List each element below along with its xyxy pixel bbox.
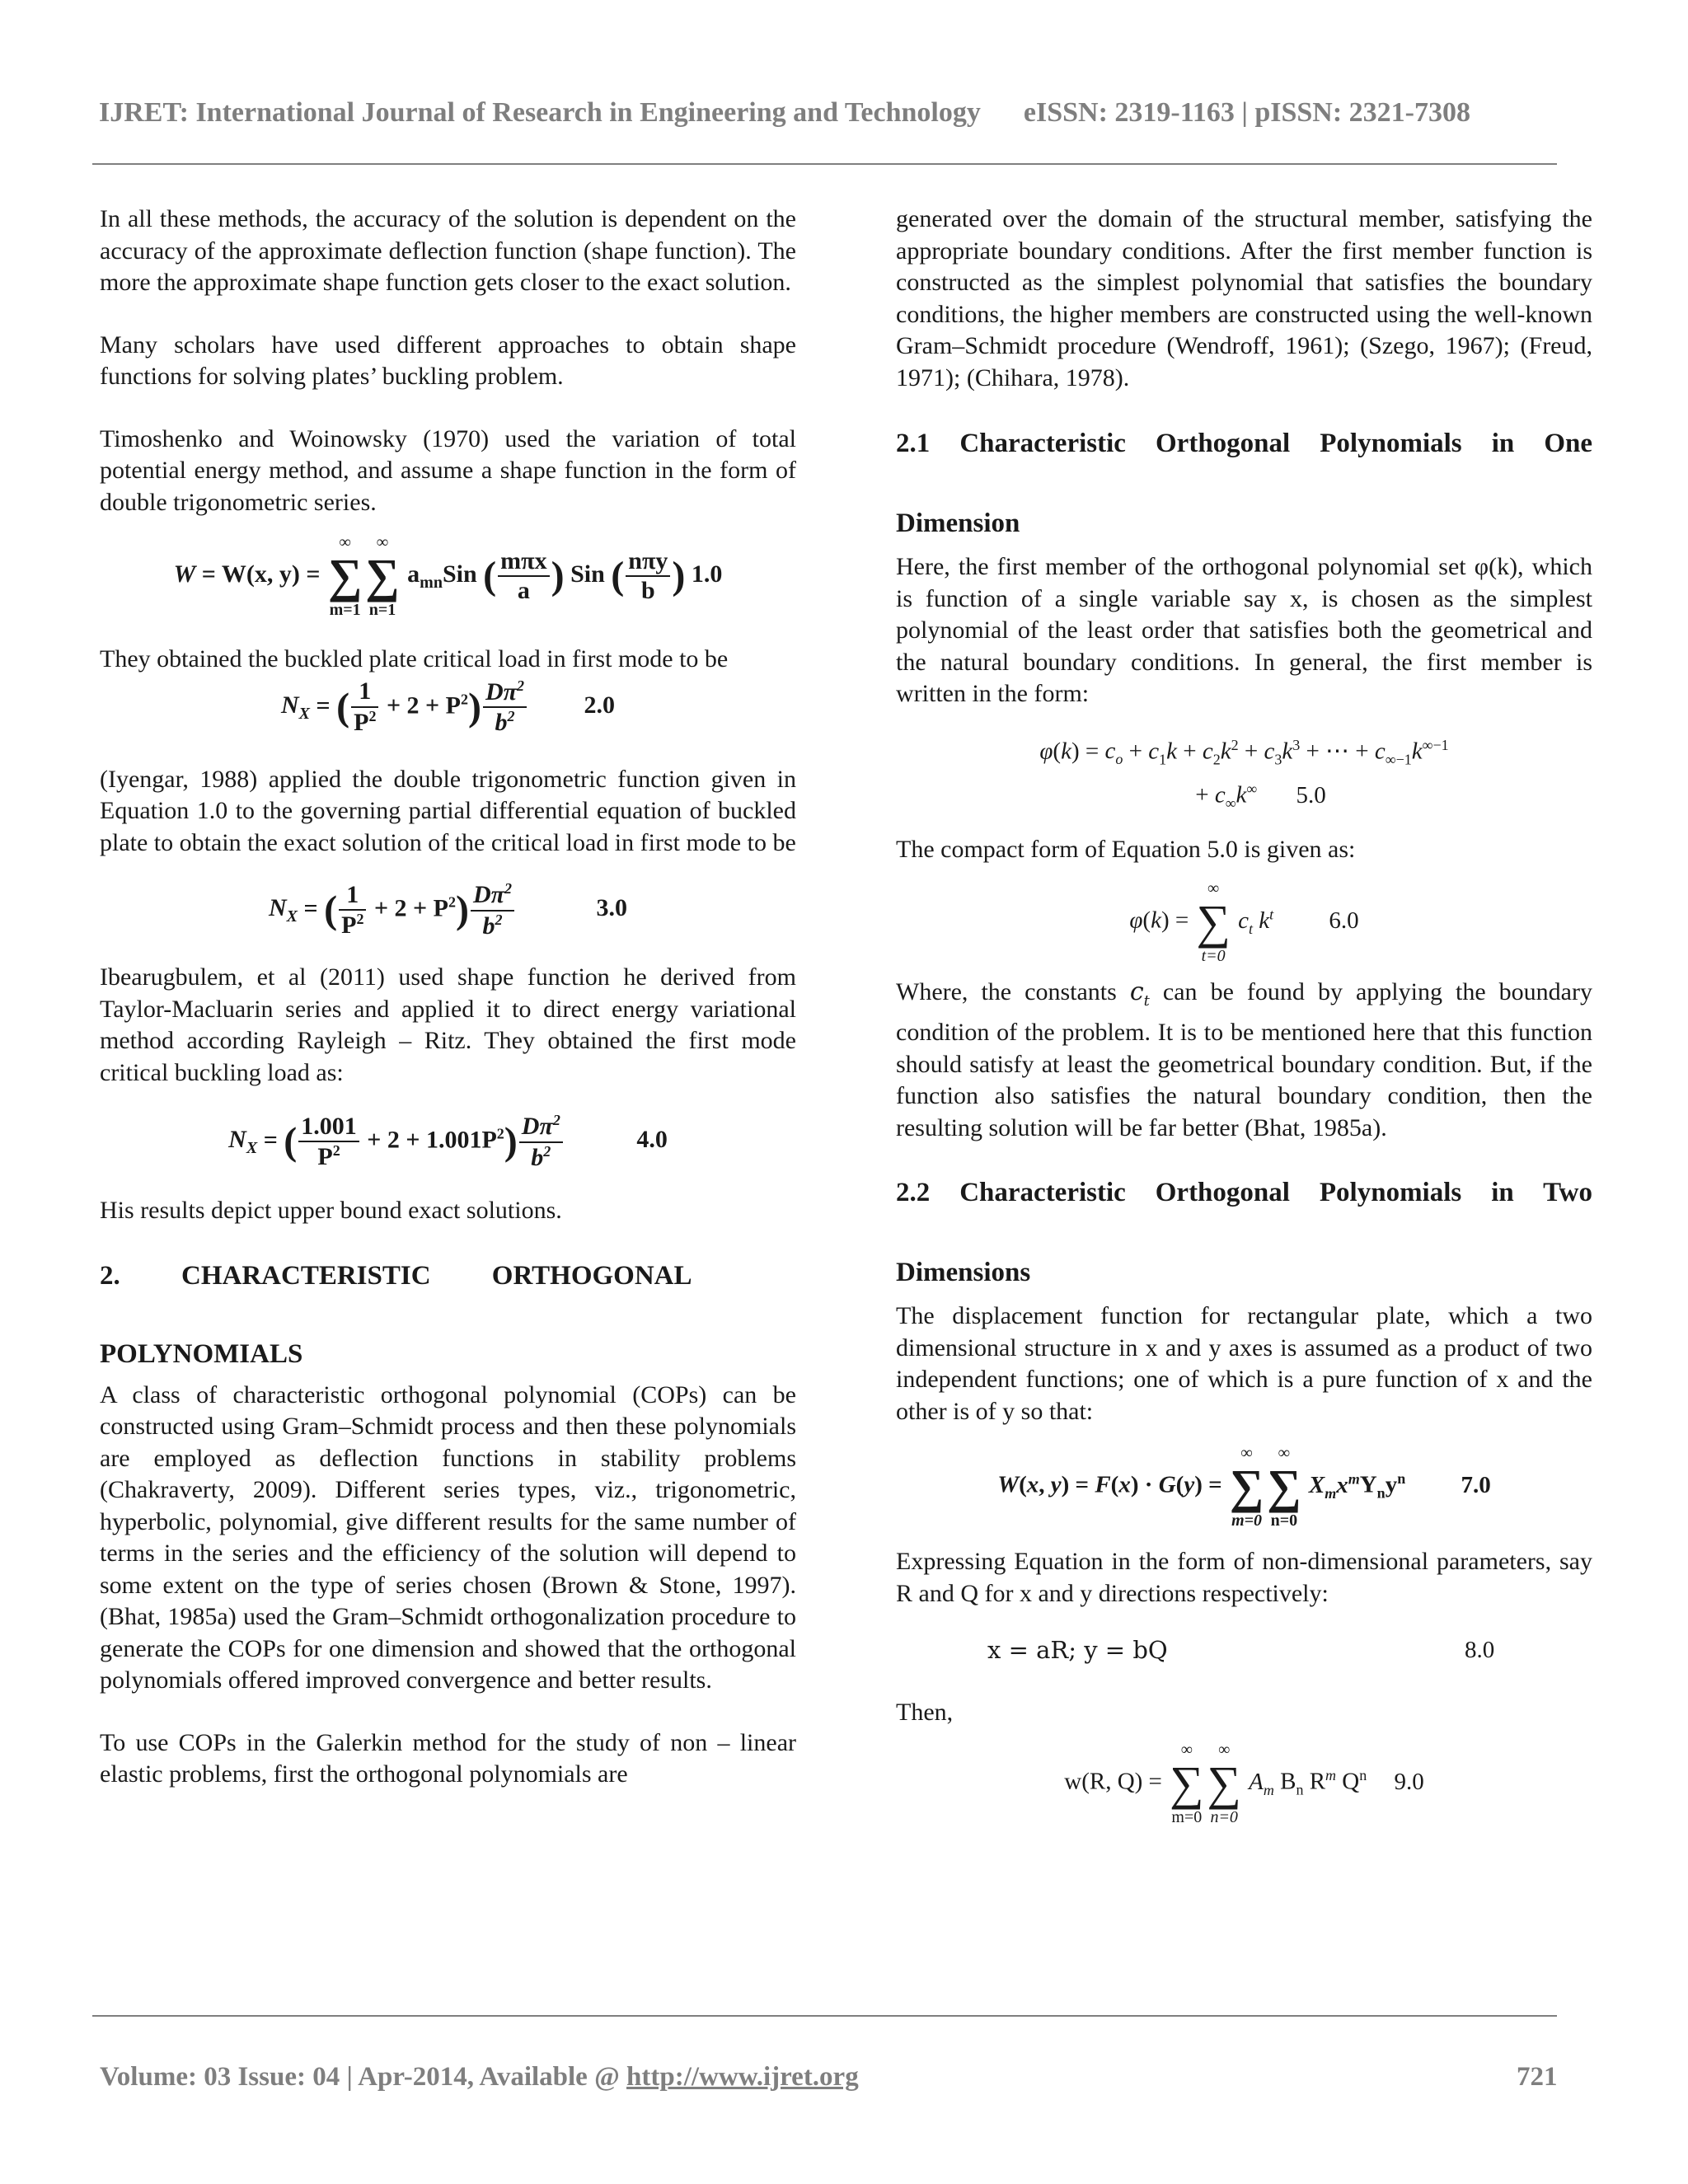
equation-number: 5.0 [1296,781,1326,808]
paragraph: Expressing Equation in the form of non-dimensional parameters, say R and Q for x and y directions respectively: [896,1548,1592,1607]
constant-symbol: $c_t$ [1129,977,1150,1010]
section-heading-2-1: 2.1 Characteristic Orthogonal Polynomials in One [896,429,1592,458]
right-column [896,204,1592,1826]
equation-number: 9.0 [1394,1768,1424,1795]
equation-number: 3.0 [596,894,627,922]
journal-name: IJRET: International Journal of Research in Engineering and Technology [99,97,981,128]
equation-number: 6.0 [1329,907,1359,934]
equation-number: 4.0 [636,1126,668,1154]
paragraph: Here, the first member of the orthogonal polynomial set φ(k), which is function of a single variable say x, is chosen as the simplest polynomial of the least order that satisfies both the geometrical and the natural boundary conditions. In general, the first member is written in the form: [896,553,1592,707]
paragraph [896,977,1592,1145]
section-heading-2-1-cont: Dimension [896,509,1020,538]
header-rule [92,163,1557,165]
paragraph: The displacement function for rectangular plate, which a two dimensional structure in x and y axes is assumed as a product of two independent functions; one of which is a pure function of x and the other is of y so that: [896,1302,1592,1425]
equation-number: 1.0 [691,560,723,588]
volume-info: Volume: 03 Issue: 04 | Apr-2014, Available @ [100,2062,620,2092]
equation-1: W = W(x, y) = ∞ ∑ m=1 ∞ ∑ n=1 $a_{mn}Sin$ ( $\frac{\text{mπx}}{a}$ ) Sin ( $\frac{\text{nπy}}{b}$ ) 1.0 [173,533,723,619]
running-header [99,97,1470,129]
page-number: 721 [1517,2062,1558,2092]
left-column [100,204,796,1791]
equation-8 [896,1634,1592,1667]
equation-number: 8.0 [1465,1637,1495,1664]
equation-text: x = aR; y = bQ [987,1636,1168,1665]
equation-7: W(x, y) = F(x) · G(y) = ∞ ∑ m=0 ∞ ∑ n=0 $X_mx^mY_ny^n$ 7.0 [997,1444,1491,1530]
section-heading-2-2-cont: Dimensions [896,1258,1031,1288]
paragraph: His results depict upper bound exact solutions. [100,1197,562,1224]
equation-4: $N_X$ = ( $\frac{1.001}{P^2}$ + $2 + 1.001P^2$) $\frac{D\pi^2}{b^2}$ 4.0 [228,1112,668,1171]
paragraph: To use COPs in the Galerkin method for the study of non – linear elastic problems, first the orthogonal polynomials are [100,1728,796,1788]
paragraph: They obtained the buckled plate critical load in first mode to be [100,645,729,673]
equation-6: φ(k) = ∞ ∑ t=0 $c_t$ $k^t$ 6.0 [1129,879,1359,965]
paragraph: Ibearugbulem, et al (2011) used shape function he derived from Taylor-Macluarin series and applied it to direct energy variational method according Rayleigh – Ritz. They obtained the first mode critical buckling load as: [100,963,796,1086]
section-heading-2: 2. CHARACTERISTIC ORTHOGONAL [100,1260,692,1291]
paragraph: The compact form of Equation 5.0 is given as: [896,836,1356,864]
paragraph: In all these methods, the accuracy of the solution is dependent on the accuracy of the approximate deflection function (shape function). The more the approximate shape function gets closer to the exact solution. [100,205,796,296]
equation-number: 7.0 [1461,1472,1491,1499]
equation-3: $N_X$ = ( $\frac{1}{P^2}$ + $2 + P^2$) $\frac{D\pi^2}{b^2}$ 3.0 [269,880,627,940]
paragraph-text: Where, the constants [896,977,1117,1005]
running-footer [100,2062,859,2093]
paragraph: Then, [896,1699,954,1727]
paragraph: (Iyengar, 1988) applied the double trigonometric function given in Equation 1.0 to the governing partial differential equation of buckled plate to obtain the exact solution of the critical load in first mode to be [100,765,796,856]
paragraph: Many scholars have used different approaches to obtain shape functions for solving plates’ buckling problem. [100,330,796,390]
equation-2: $N_X$ = ( $\frac{1}{P^2}$ + $2 + P^2$) $\frac{D\pi^2}{b^2}$ 2.0 [281,677,615,736]
issn-numbers: eISSN: 2319-1163 | pISSN: 2321-7308 [1023,97,1470,128]
paragraph: generated over the domain of the structural member, satisfying the appropriate boundary conditions. After the first member function is constructed as the simplest polynomial that satisfies the boundary conditions, the higher members are constructed using the well-known Gram–Schmidt procedure (Wendroff, 1961); (Szego, 1967); (Freud, 1971); (Chihara, 1978). [896,205,1592,391]
section-heading-2-cont: POLYNOMIALS [100,1338,303,1369]
section-heading-2-2: 2.2 Characteristic Orthogonal Polynomials in Two [896,1178,1592,1208]
footer-rule [92,2015,1557,2017]
paragraph: A class of characteristic orthogonal polynomial (COPs) can be constructed using Gram–Schmidt process and then these polynomials are employed as deflection functions in stability problems (Chakraverty, 2009). Different series types, viz., trigonometric, hyperbolic, polynomial, give different results for the same number of terms in the series and the efficiency of the solution will depend to some extent on the type of series chosen (Brown & Stone, 1997). (Bhat, 1985a) used the Gram–Schmidt orthogonalization procedure to generate the COPs for one dimension and showed that the orthogonal polynomials offered improved convergence and better results. [100,1380,796,1694]
paragraph: Timoshenko and Woinowsky (1970) used the variation of total potential energy method, and assume a shape function in the form of double trigonometric series. [100,424,796,516]
equation-number: 2.0 [584,691,615,719]
equation-5: $\varphi(k) = c_o + c_1k + c_2k^2 + c_3k^3$ + ⋯ + $c_{\infty-1}k^{\infty-1}$ + $c_\infty k^\infty$ 5.0 [1039,736,1449,812]
paragraph-text: can be found by applying the boundary condition of the problem. It is to be mentioned here that this function should satisfy at least the geometrical boundary condition. But, if the function also satisfies the natural boundary condition, then the resulting solution will be far better (Bhat, 1985a). [896,977,1592,1141]
journal-link[interactable]: http://www.ijret.org [626,2062,859,2092]
equation-9: w(R, Q) = ∞ ∑ m=0 ∞ ∑ n=0 $A_m$ $B_n$ $R^m$ $Q^n$ 9.0 [1064,1740,1424,1826]
